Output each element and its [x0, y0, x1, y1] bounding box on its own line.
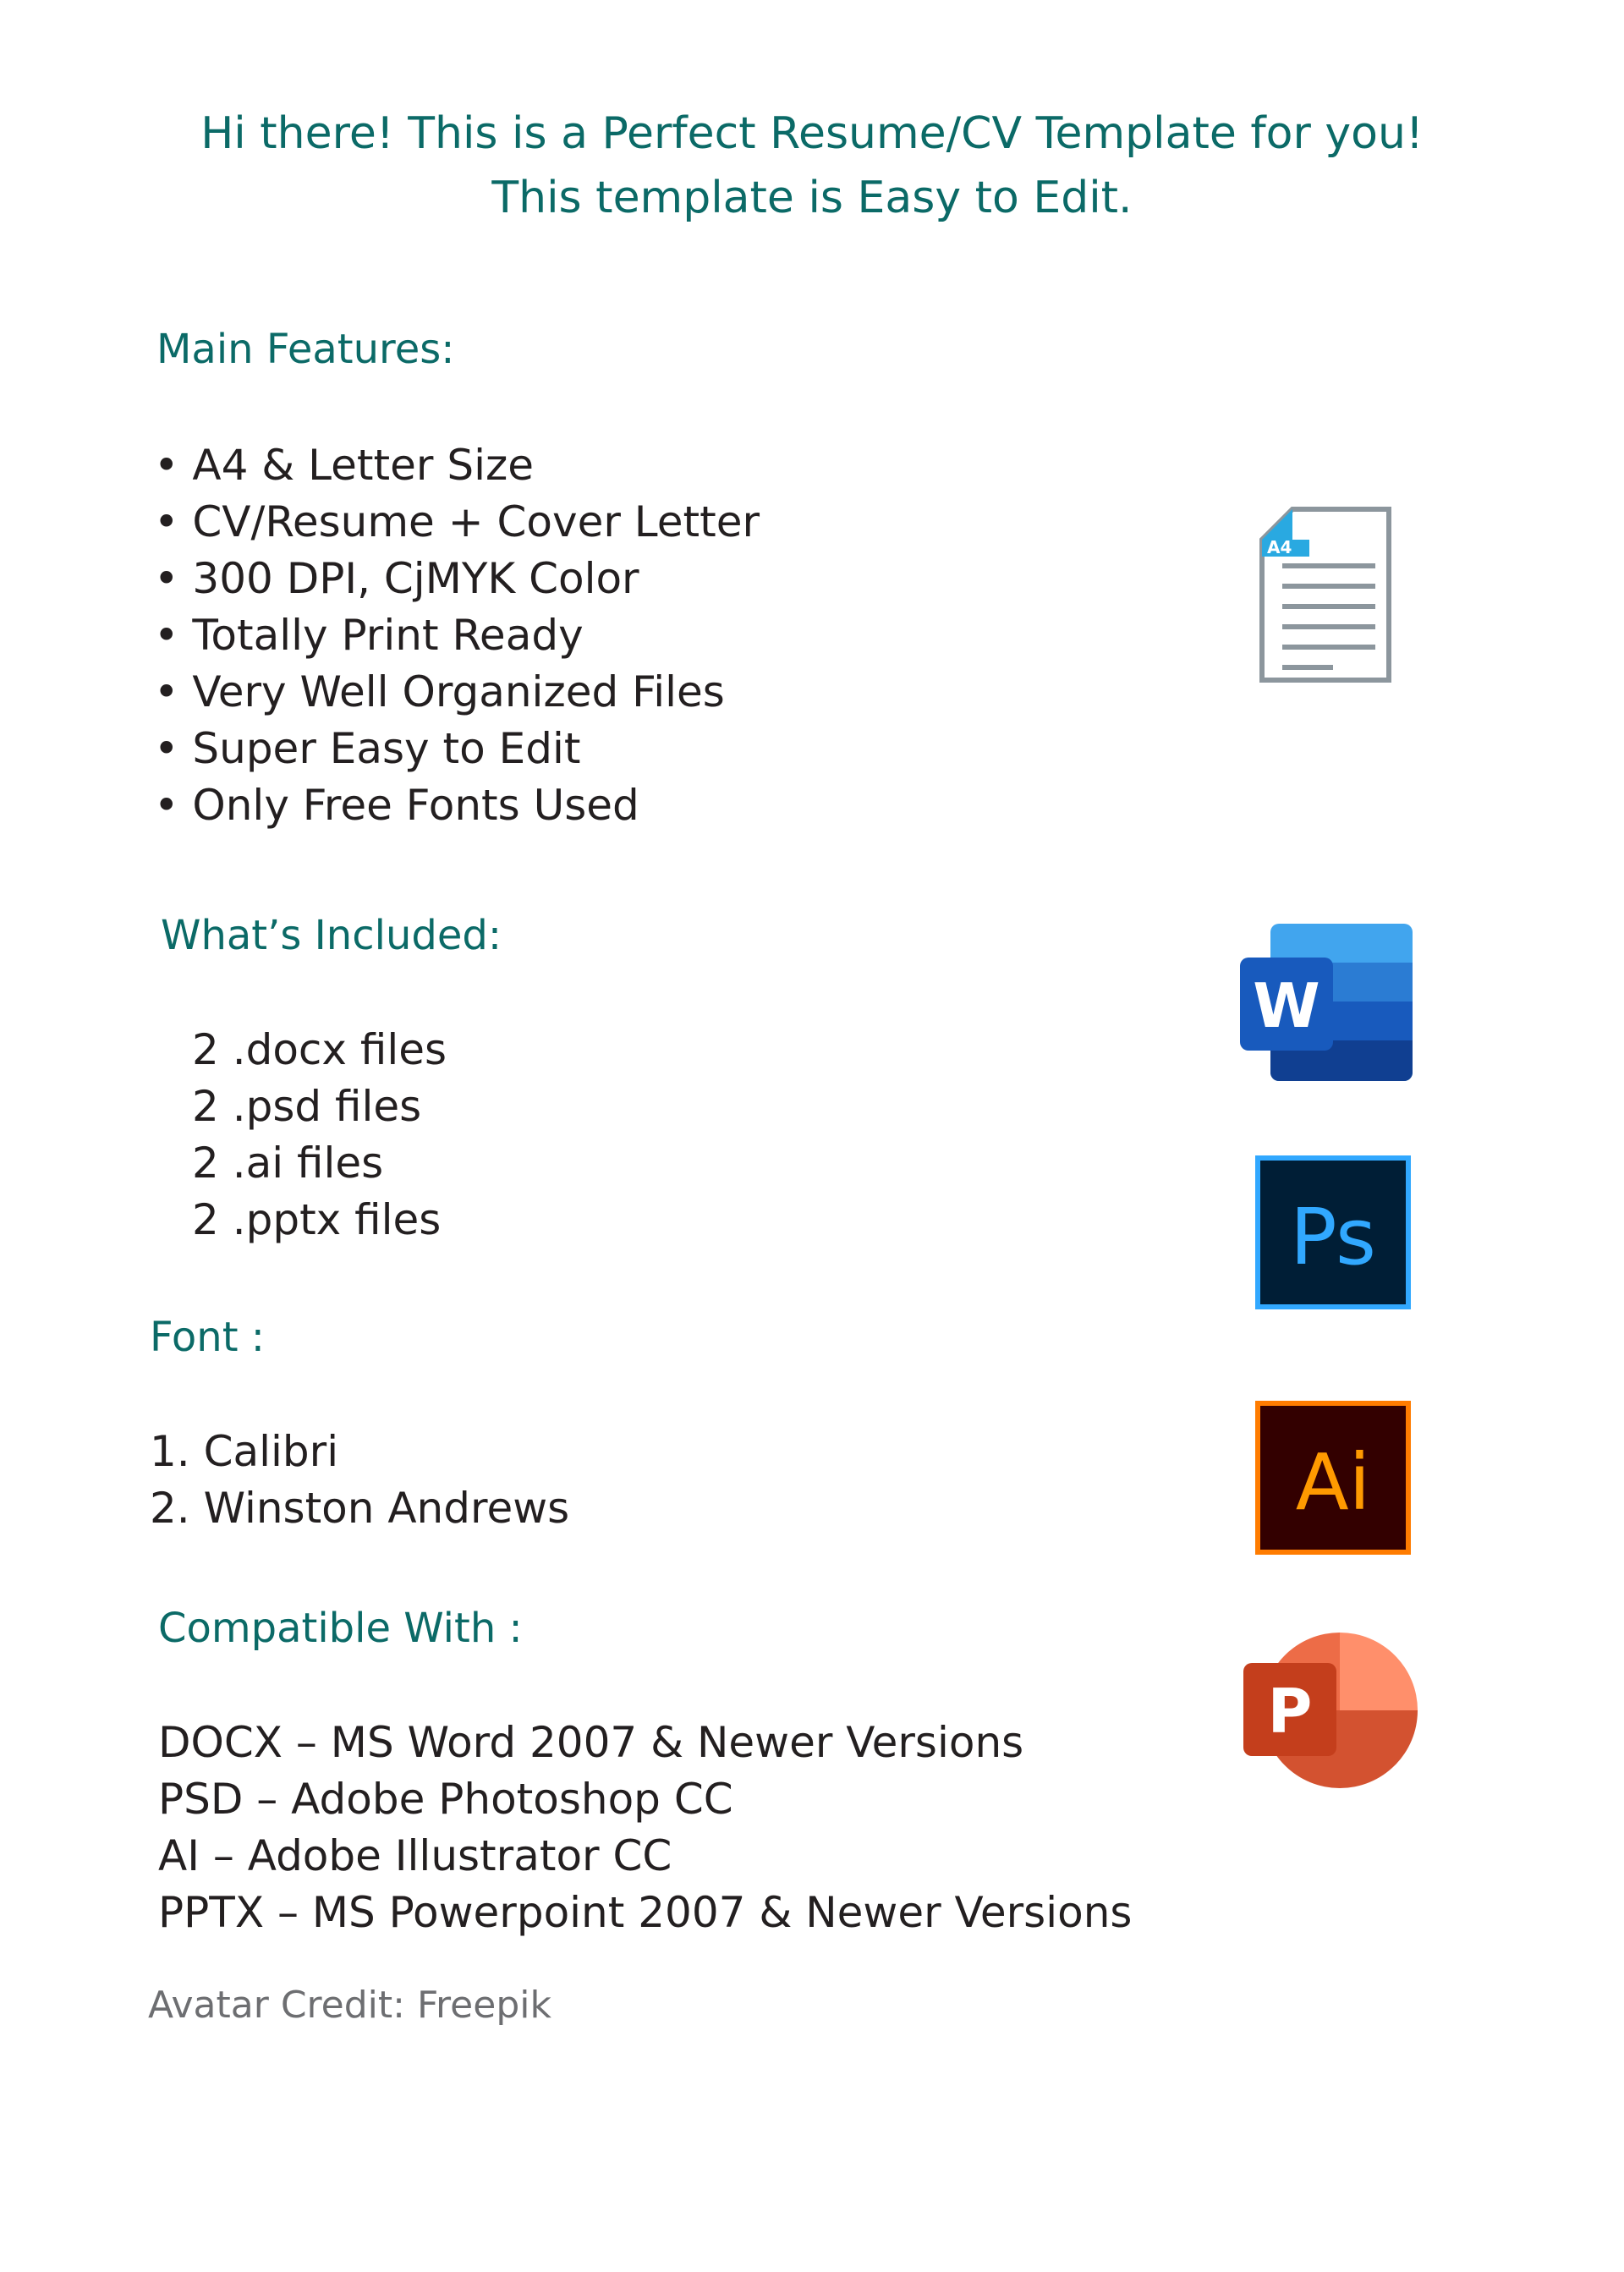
included-list: [158, 1022, 447, 1249]
list-item: • Super Easy to Edit: [154, 724, 581, 773]
illustrator-icon: [1255, 1401, 1411, 1555]
list-item: PPTX – MS Powerpoint 2007 & Newer Versions: [158, 1888, 1133, 1937]
list-item: 1. Calibri: [150, 1427, 339, 1476]
list-item: 2. Winston Andrews: [150, 1484, 570, 1533]
photoshop-letters: Ps: [1290, 1192, 1376, 1282]
whats-included-title: What’s Included:: [161, 912, 502, 959]
list-item: • Only Free Fonts Used: [154, 781, 639, 830]
list-item: 2 .docx files: [192, 1025, 447, 1074]
list-item: PSD – Adobe Photoshop CC: [158, 1775, 733, 1824]
list-item: DOCX – MS Word 2007 & Newer Versions: [158, 1718, 1024, 1767]
list-item: • Totally Print Ready: [154, 611, 584, 660]
list-item: 2 .psd files: [192, 1082, 422, 1131]
word-icon: [1240, 924, 1413, 1081]
intro-heading: [0, 102, 1624, 230]
a4-document-icon: [1259, 506, 1394, 683]
font-list: [150, 1424, 569, 1537]
compatible-with-title: Compatible With :: [158, 1605, 523, 1652]
features-list: [154, 437, 760, 834]
illustrator-letters: Ai: [1295, 1437, 1371, 1528]
intro-line-1: Hi there! This is a Perfect Resume/CV Template for you!: [200, 108, 1424, 159]
intro-line-2: This template is Easy to Edit.: [491, 173, 1133, 223]
avatar-credit: Avatar Credit: Freepik: [148, 1984, 551, 2027]
font-title: Font :: [150, 1314, 265, 1361]
list-item: • Very Well Organized Files: [154, 667, 725, 716]
powerpoint-icon: [1243, 1633, 1418, 1788]
list-item: • A4 & Letter Size: [154, 441, 534, 490]
list-item: AI – Adobe Illustrator CC: [158, 1831, 672, 1880]
word-letter: W: [1253, 970, 1320, 1041]
powerpoint-letter: P: [1267, 1676, 1313, 1747]
list-item: 2 .ai files: [192, 1139, 384, 1188]
list-item: • CV/Resume + Cover Letter: [154, 497, 760, 546]
list-item: • 300 DPI, CjMYK Color: [154, 554, 639, 603]
main-features-title: Main Features:: [156, 326, 455, 373]
compatible-list: [158, 1715, 1132, 1941]
a4-label: A4: [1267, 537, 1292, 557]
photoshop-icon: [1255, 1155, 1411, 1309]
list-item: 2 .pptx files: [192, 1195, 442, 1244]
